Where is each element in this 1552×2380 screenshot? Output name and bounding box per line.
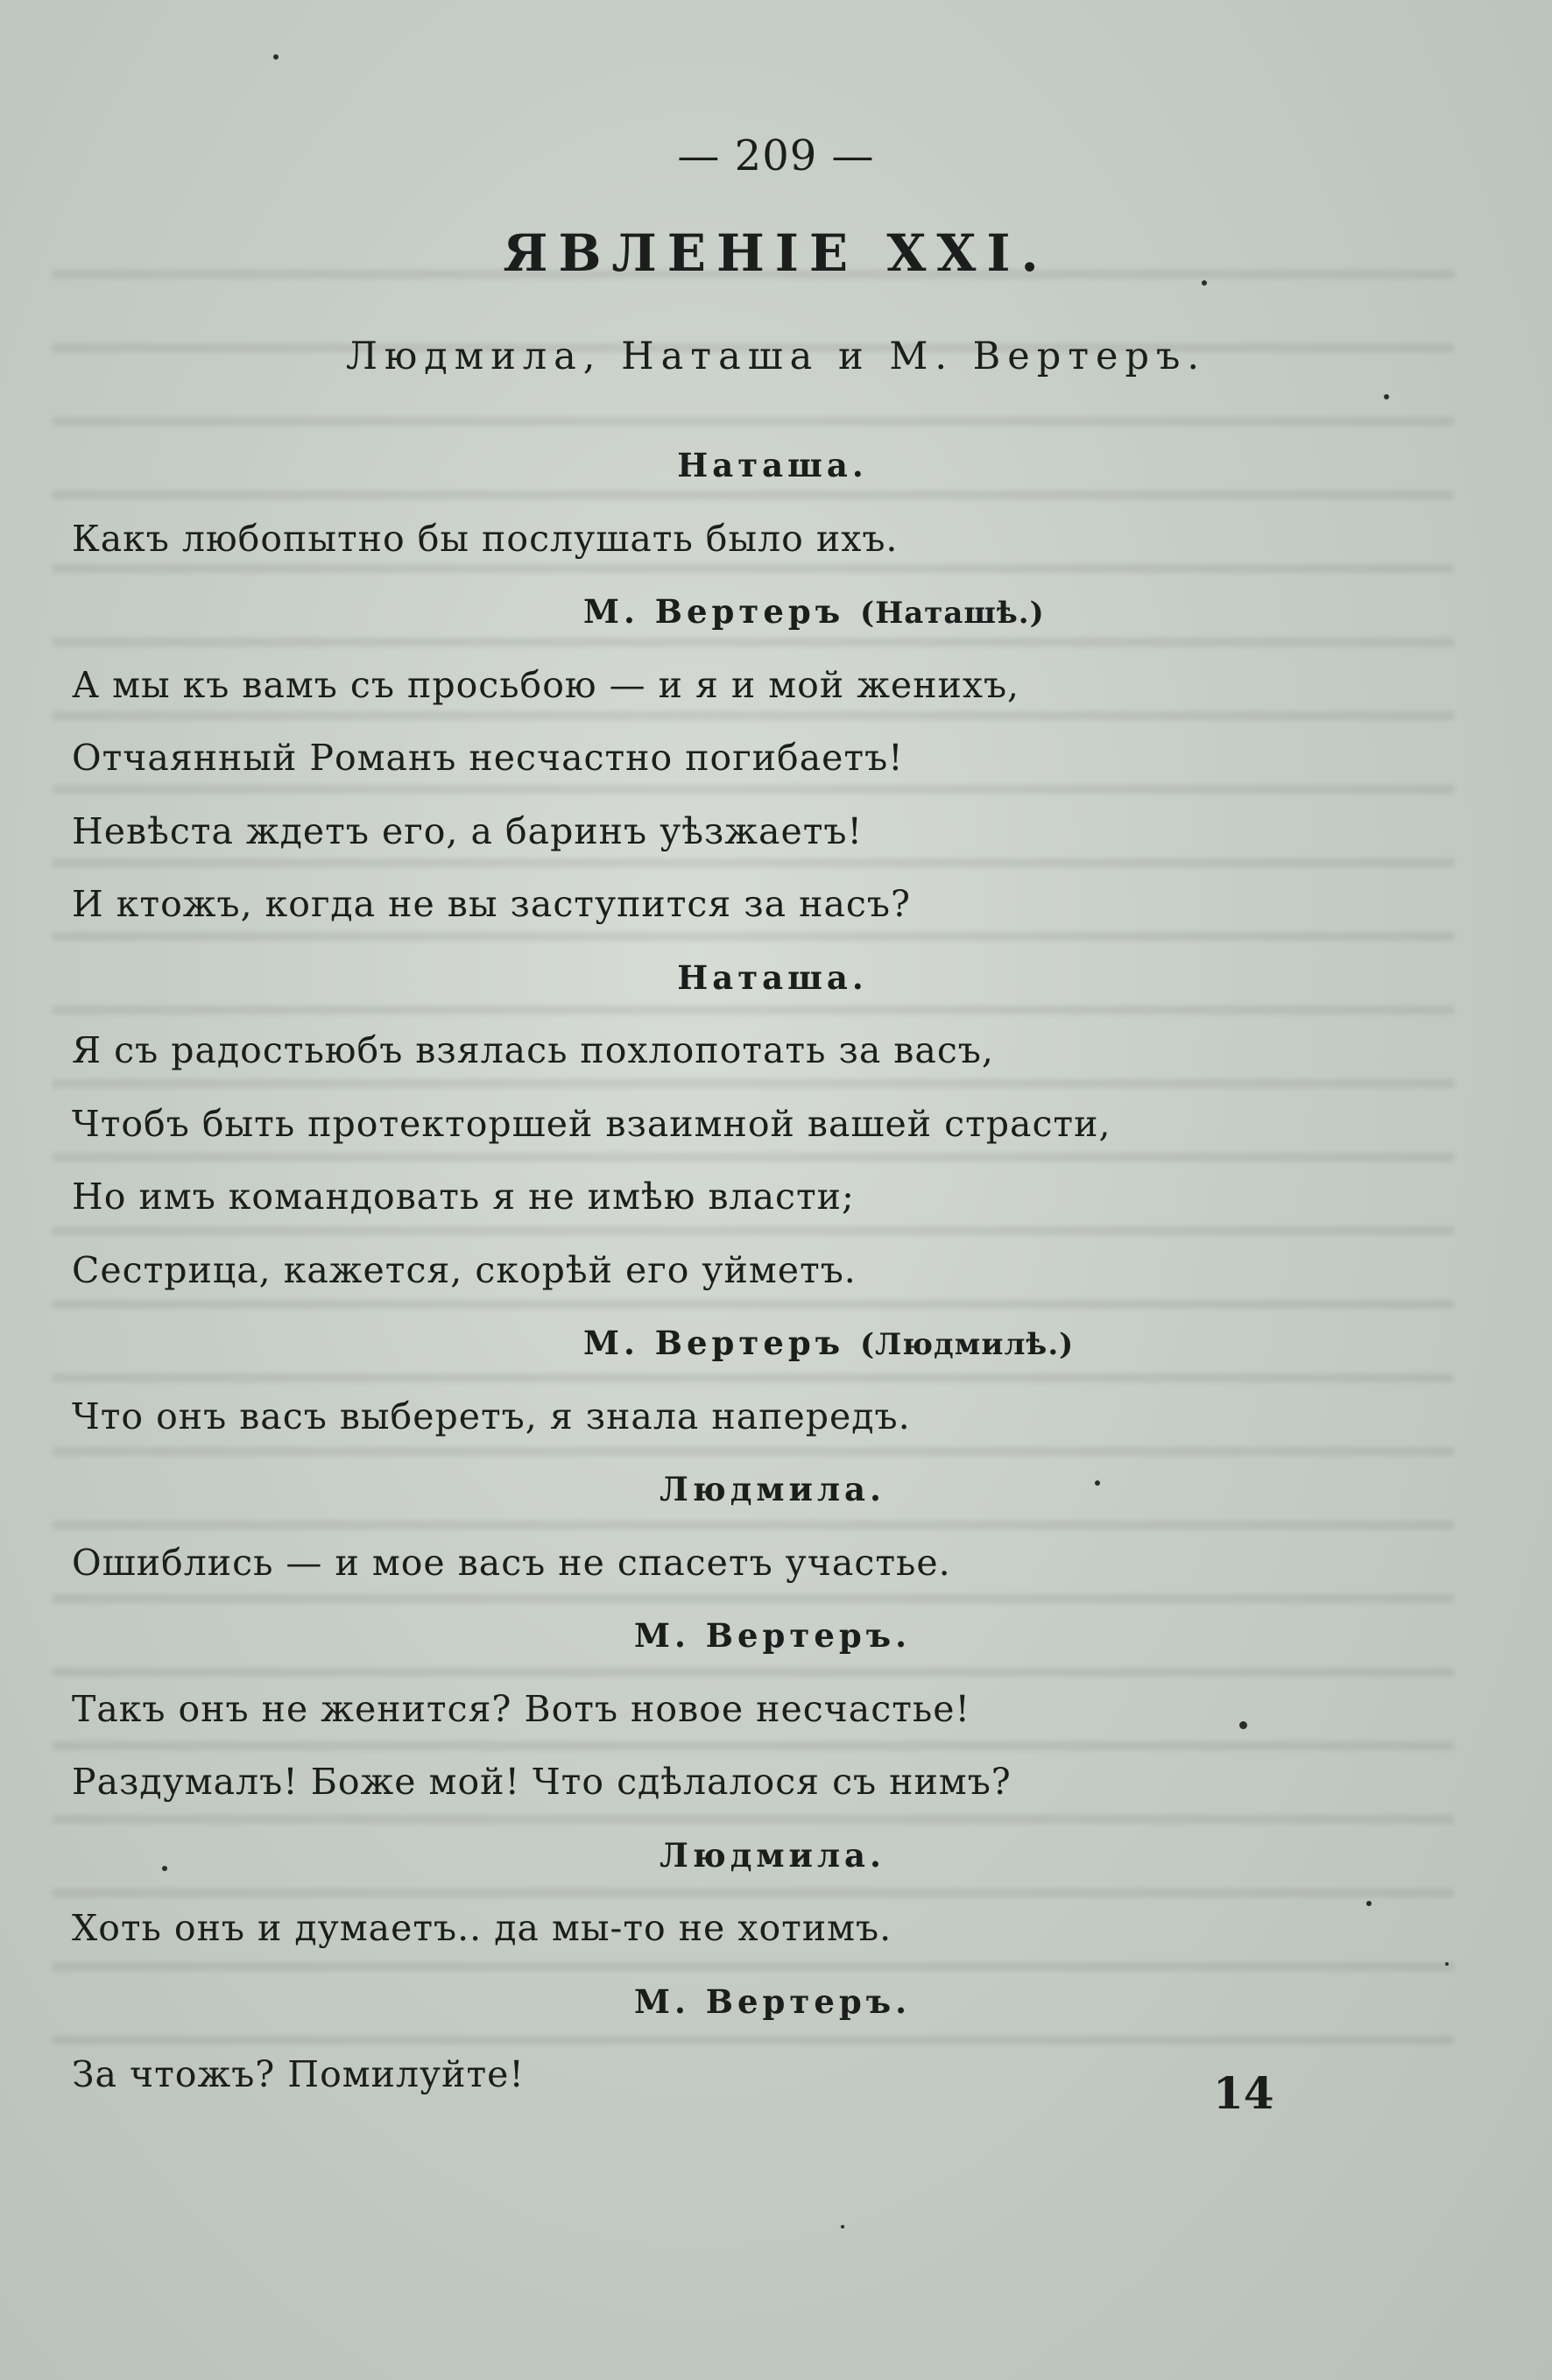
play-text (72, 429, 1473, 2112)
verse-line: Ошиблись — и мое васъ не спасетъ участье. (72, 1541, 951, 1584)
dust-speck (1384, 394, 1389, 399)
page-number: — 209 — (677, 131, 875, 180)
verse-line: Раздумалъ! Боже мой! Что сдѣлалося съ нимъ? (72, 1761, 1012, 1803)
verse-line: Хоть онъ и думаетъ.. да мы-то не хотимъ. (72, 1907, 892, 1949)
speaker-heading: М. Вертеръ. (633, 1981, 911, 2021)
dust-speck (1366, 1901, 1372, 1906)
stage-direction: (Наташѣ.) (860, 596, 1045, 631)
speaker-heading: Наташа. (677, 446, 868, 484)
speaker-heading: М. Вертеръ (Людмилѣ.) (583, 1324, 1075, 1362)
verse-line: Невѣста ждетъ его, а баринъ уѣзжаетъ! (72, 809, 863, 852)
speaker-heading: М. Вертеръ (Наташѣ.) (583, 592, 1045, 631)
speaker-heading: Наташа. (677, 957, 868, 997)
signature-mark: 14 (1213, 2067, 1274, 2119)
verse-line: А мы къ вамъ съ просьбою — и я и мой женихъ, (72, 663, 1020, 706)
dust-speck (273, 54, 279, 60)
verse-line: И ктожъ, когда не вы заступится за насъ? (72, 883, 911, 925)
dust-speck (162, 1866, 167, 1871)
cast-list: Людмила, Наташа и М. Вертеръ. (345, 335, 1207, 378)
verse-line: За чтожъ? Помилуйте! (72, 2053, 525, 2095)
speaker-heading: Людмила. (660, 1470, 885, 1508)
dust-speck (1202, 280, 1207, 286)
verse-line: Такъ онъ не женится? Вотъ новое несчастье! (72, 1687, 970, 1730)
dust-speck (841, 2225, 844, 2228)
verse-line: Я съ радостьюбъ взялась похлопотать за васъ, (72, 1029, 994, 1071)
speaker-heading: М. Вертеръ. (633, 1616, 911, 1655)
dust-speck (1445, 1962, 1449, 1966)
speaker-heading: Людмила. (660, 1835, 885, 1875)
verse-line: Отчаянный Романъ несчастно погибаетъ! (72, 737, 904, 779)
verse-line: Но имъ командовать я не имѣю власти; (72, 1176, 855, 1218)
verse-line: Сестрица, кажется, скорѣй его уйметъ. (72, 1248, 857, 1291)
scene-title: ЯВЛЕНІЕ XXI. (503, 223, 1049, 283)
verse-line: Какъ любопытно бы послушать было ихъ. (72, 517, 899, 560)
verse-line: Чтобъ быть протекторшей взаимной вашей страсти, (72, 1102, 1111, 1145)
verse-line: Что онъ васъ выберетъ, я знала напередъ. (72, 1395, 911, 1437)
dust-speck (1095, 1480, 1100, 1486)
stage-direction: (Людмилѣ.) (860, 1327, 1075, 1362)
dust-speck (1239, 1721, 1247, 1729)
